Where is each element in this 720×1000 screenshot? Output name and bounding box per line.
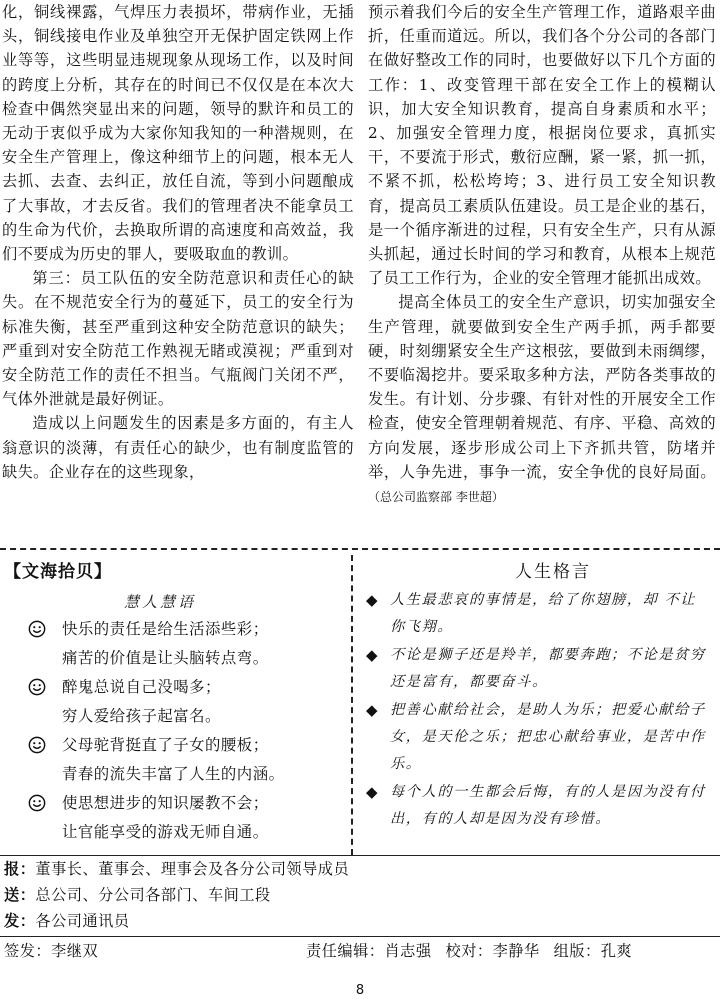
diamond-bullet-icon: ◆ bbox=[366, 591, 380, 609]
saying-line: 使思想进步的知识屡教不会； bbox=[62, 794, 269, 812]
motto-section bbox=[360, 557, 716, 857]
article-paragraph: 第三：员工队伍的安全防范意识和责任心的缺失。在不规范安全行为的蔓延下，员工的安全行为标准失衡，甚至严重到这种安全防范意识的缺失；严重到对安全防范工作熟视无睹或漠视；严重到对安全防范工作的责任不担当。气瓶阀门关闭不严，气体外泄就是最好例证。 bbox=[2, 269, 354, 409]
section-divider-vertical bbox=[351, 555, 353, 855]
footer-rule-top bbox=[0, 855, 720, 856]
saying-line: 醉鬼总说自己没喝多； bbox=[62, 678, 221, 696]
article-signature: （总公司监察部 李世超） bbox=[368, 490, 504, 505]
diamond-bullet-icon: ◆ bbox=[366, 646, 380, 664]
distribution-text: 董事长、董事会、理事会及各分公司领导成员 bbox=[35, 860, 350, 878]
article-paragraph: 预示着我们今后的安全生产管理工作，道路艰辛曲折，任重而道远。所以，我们各个分公司的各部门在做好整改工作的同时，也要做好以下几个方面的工作：1、改变管理干部在安全工作上的模糊认识，加大安全知识教育，提高自身素质和水平；2、加强安全管理力度，根据岗位要求，真抓实干，不要流于形式，敷衍应酬，紧一紧，抓一抓，不紧不抓，松松垮垮；3、进行员工安全知识教育，提高员工素质队伍建设。员工是企业的基石，是一个循序渐进的过程，只有安全生产，只有从源头抓起，通过长时间的学习和教育，从根本上规范了员工工作行为，企业的安全管理才能抓出成效。 bbox=[368, 3, 716, 288]
motto-text: 不论是狮子还是羚羊，都要奔跑；不论是贫穷还是富有，都要奋斗。 bbox=[390, 647, 706, 690]
diamond-bullet-icon: ◆ bbox=[366, 783, 380, 801]
saying-item bbox=[4, 615, 344, 673]
article-paragraph: 造成以上问题发生的因素是多方面的，有主人翁意识的淡薄，有责任心的缺少，也有制度监管的缺失。企业存在的这些现象， bbox=[2, 414, 354, 481]
distribution-label: 发： bbox=[4, 912, 36, 930]
distribution-fa bbox=[4, 910, 130, 931]
article-right-column bbox=[368, 0, 716, 509]
distribution-text: 各公司通讯员 bbox=[35, 912, 130, 930]
motto-item bbox=[360, 587, 710, 641]
diamond-bullet-icon: ◆ bbox=[366, 701, 380, 719]
article-paragraph: 化，铜线裸露，气焊压力表损坏，带病作业，无插头，铜线接电作业及单独空开无保护固定铁网上作业等等，这些明显违规现象从现场工作，以及时间的跨度上分析，其存在的时间已不仅仅是在本次大检查中偶然突显出来的问题，领导的默许和员工的无动于衷似乎成为大家你知我知的一种潜规则，在安全生产管理上，像这种细节上的问题，根本无人去抓、去查、去纠正，放任自流，等到小问题酿成了大事故，才去反省。我们的管理者决不能拿员工的生命为代价，去换取所谓的高速度和高效益，我们不要成为历史的罪人，要吸取血的教训。 bbox=[2, 3, 354, 264]
motto-text: 人生最悲哀的事情是，给了你翅膀，却 不让你飞翔。 bbox=[390, 592, 697, 635]
smiley-icon bbox=[28, 794, 46, 812]
saying-line: 快乐的责任是给生活添些彩； bbox=[62, 620, 269, 638]
motto-text: 每个人的一生都会后悔，有的人是因为没有付出，有的人却是因为没有珍惜。 bbox=[390, 784, 706, 827]
saying-item bbox=[4, 789, 344, 847]
saying-line: 父母驼背挺直了子女的腰板； bbox=[62, 736, 269, 754]
proof-credit: 校对：李静华 bbox=[445, 942, 540, 960]
editors-group bbox=[306, 940, 646, 961]
saying-item bbox=[4, 731, 344, 789]
section-divider-horizontal bbox=[0, 548, 720, 550]
wenhai-title: 【文海拾贝】 bbox=[4, 562, 112, 582]
motto-item bbox=[360, 697, 710, 778]
wenhai-section bbox=[4, 557, 348, 857]
article-paragraph-text: 提高全体员工的安全生产意识，切实加强安全生产管理，就要做到安全生产两手抓，两手都要硬，时刻绷紧安全生产这根弦，要做到未雨绸缪，不要临渴挖井。要采取多种方法，严防各类事故的发生。有计划、分步骤、有针对性的开展安全工作检查，使安全管理朝着规范、有序、平稳、高效的方向发展，逐步形成公司上下齐抓共管，防堵并举，人争先进，事争一流，安全争优的良好局面。 bbox=[368, 293, 716, 481]
distribution-label: 送： bbox=[4, 886, 36, 904]
motto-list bbox=[360, 587, 710, 834]
signoff: 签发：李继双 bbox=[4, 942, 99, 960]
saying-line: 让官能享受的游戏无师自通。 bbox=[62, 823, 269, 841]
motto-item bbox=[360, 779, 710, 833]
smiley-icon bbox=[28, 736, 46, 754]
saying-item bbox=[4, 673, 344, 731]
wenhai-subtitle: 慧人慧语 bbox=[124, 593, 197, 611]
smiley-icon bbox=[28, 678, 46, 696]
saying-line: 青春的流失丰富了人生的内涵。 bbox=[62, 765, 285, 783]
article-paragraph bbox=[368, 290, 716, 509]
distribution-song bbox=[4, 884, 271, 905]
motto-title: 人生格言 bbox=[515, 562, 591, 582]
distribution-text: 总公司、分公司各部门、车间工段 bbox=[35, 886, 271, 904]
smiley-icon bbox=[28, 620, 46, 638]
saying-line: 穷人爱给孩子起富名。 bbox=[62, 707, 221, 725]
layout-credit: 组版：孔爽 bbox=[553, 942, 633, 960]
distribution-bao bbox=[4, 858, 349, 879]
sayings-list bbox=[4, 615, 344, 847]
page-number: 8 bbox=[355, 983, 365, 998]
distribution-label: 报： bbox=[4, 860, 36, 878]
editor-credit: 责任编辑：肖志强 bbox=[306, 942, 432, 960]
saying-line: 痛苦的价值是让头脑转点弯。 bbox=[62, 649, 269, 667]
motto-text: 把善心献给社会，是助人为乐；把爱心献给子女，是天伦之乐；把忠心献给事业，是苦中作乐。 bbox=[390, 702, 706, 772]
motto-item bbox=[360, 642, 710, 696]
footer-rule-bottom bbox=[0, 936, 720, 937]
article-left-column bbox=[2, 0, 354, 484]
